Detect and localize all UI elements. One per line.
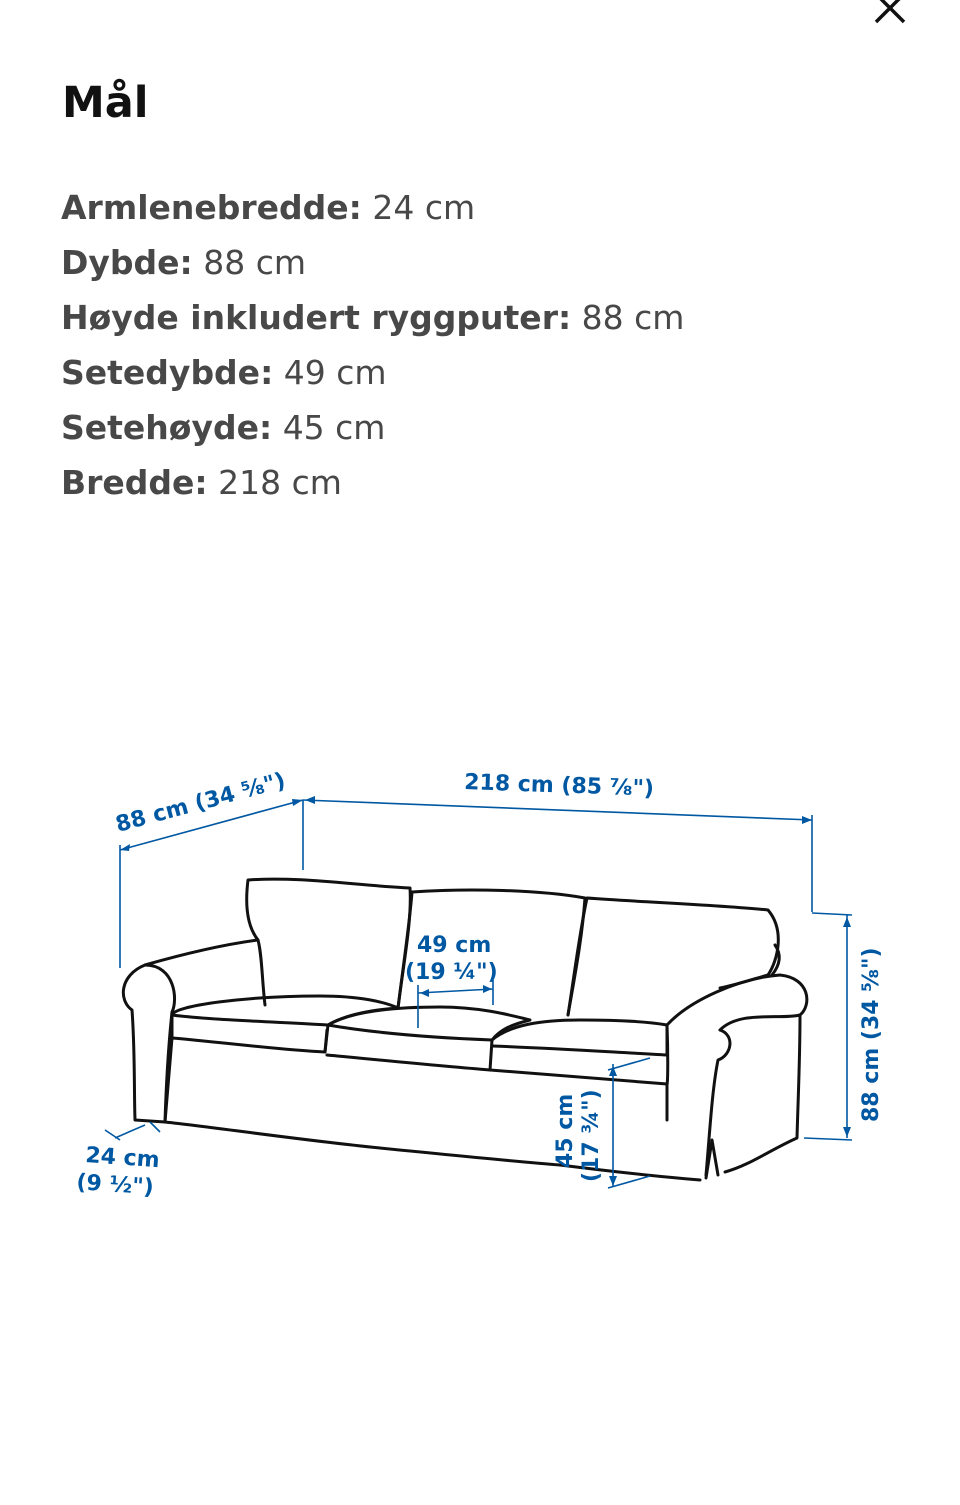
depth-label: 88 cm (34 ⅝") xyxy=(113,768,289,838)
spec-arm-width: Armlenebredde: 24 cm xyxy=(61,188,476,227)
arm-width-cm-label: 24 cm xyxy=(84,1143,161,1174)
seat-depth-cm-label: 49 cm xyxy=(417,933,492,958)
sofa-drawing xyxy=(123,879,807,1180)
width-label: 218 cm (85 ⅞") xyxy=(463,770,655,802)
dimension-list xyxy=(61,180,684,510)
sofa-dimension-diagram xyxy=(0,740,960,1220)
spec-width: Bredde: 218 cm xyxy=(61,463,342,502)
spec-height: Høyde inkludert ryggputer: 88 cm xyxy=(61,298,685,337)
close-icon[interactable] xyxy=(872,0,908,24)
seat-depth-in-label: (19 ¼") xyxy=(405,960,498,985)
spec-seat-height: Setehøyde: 45 cm xyxy=(61,408,386,447)
arm-width-in-label: (9 ½") xyxy=(75,1170,155,1201)
spec-depth: Dybde: 88 cm xyxy=(61,243,307,282)
seat-height-cm-label: 45 cm xyxy=(553,1093,578,1168)
spec-seat-depth: Setedybde: 49 cm xyxy=(61,353,387,392)
page-title: Mål xyxy=(62,78,149,128)
seat-height-in-label: (17 ¾") xyxy=(579,1089,604,1182)
height-label: 88 cm (34 ⅝") xyxy=(859,947,884,1122)
